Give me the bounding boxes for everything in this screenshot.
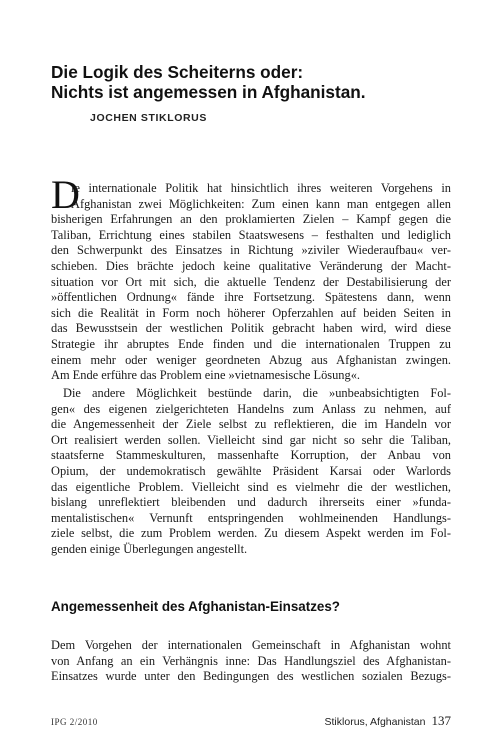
article-title-line-1: Die Logik des Scheiterns oder: — [51, 62, 304, 82]
text-line: von Anfang an ein Verhängnis inne: Das Handlungsziel des Afghanistan- — [51, 653, 451, 668]
text-line: das Bewusstsein der westlichen Politik gebracht haben wird, wird diese — [51, 321, 451, 336]
running-footer — [325, 713, 451, 729]
paragraph-2 — [51, 386, 451, 558]
text-line: staatsferne Stammeskulturen, massenhafte Korruption, der Anbau von — [51, 448, 451, 463]
text-line: ie internationale Politik hat hinsichtlich ihres weiteren Vorgehens in — [71, 181, 451, 195]
text-line: Afghanistan zwei Möglichkeiten: Zum einen kann man entgegen allen — [71, 196, 451, 211]
text-line: bisherigen Erfahrungen an den proklamierten Zielen – Kampf gegen die — [51, 212, 451, 227]
text-line: sich die Realität in Form noch höherer Opferzahlen auf beiden Seiten in — [51, 305, 451, 320]
text-line: bislang unreflektiert bleibenden und dadurch ihrerseits einer »funda- — [51, 495, 451, 510]
article-author: JOCHEN STIKLORUS — [90, 112, 207, 124]
text-line: das eigentliche Problem. Vielleicht sind es vielmehr die der westlichen, — [51, 479, 451, 494]
text-line: Opium, der undemokratisch gewählte Präsident Karsai oder Warlords — [51, 463, 451, 478]
text-line: Am Ende erführe das Problem eine »vietnamesische Lösung«. — [51, 368, 360, 383]
section-heading: Angemessenheit des Afghanistan-Einsatzes? — [51, 599, 340, 614]
text-line: gen« des eigenen zielgerichteten Handelns zum Anlass zu nehmen, auf — [51, 401, 451, 416]
text-line: Strategie ihr abruptes Ende finden und die internationalen Truppen zu — [51, 336, 451, 351]
text-line: schieben. Dies brächte jedoch keine qualitative Veränderung der Macht- — [51, 258, 451, 273]
drop-cap: D — [51, 172, 80, 217]
paragraph-3 — [51, 638, 451, 685]
text-line: Einsatzes wurde unter den Bedingungen des westlichen sozialen Bezugs- — [51, 669, 451, 684]
text-line: mentalistischen« Vernunft entspringenden wohlmeinenden Handlungs- — [51, 510, 451, 525]
text-line: Dem Vorgehen der internationalen Gemeinschaft in Afghanistan wohnt — [51, 638, 451, 652]
text-line: den Schwerpunkt des Einsatzes in Richtung »ziviler Wiederaufbau« ver- — [51, 243, 451, 258]
text-line: Die andere Möglichkeit bestünde darin, die »unbeabsichtigten Fol- — [63, 386, 451, 400]
text-line: einem mehr oder weniger geordneten Abzug aus Afghanistan zwingen. — [51, 352, 451, 367]
text-line: genden einige Überlegungen angestellt. — [51, 541, 248, 556]
running-head: Stiklorus, Afghanistan — [324, 716, 426, 728]
text-line: Ort realisiert werden sollen. Vielleicht sind gar nicht so sehr die Taliban, — [51, 432, 451, 447]
text-line: die Angemessenheit der Ziele selbst zu reflektieren, die im Handeln vor — [51, 417, 451, 432]
text-line: situation vor Ort mit sich, die aktuelle Tendenz der Destabilisierung der — [51, 274, 451, 289]
text-line: Taliban, Errichtung eines stabilen Staatswesens – festhalten und lediglich — [51, 227, 451, 242]
text-line: ziele selbst, die zum Problem werden. Zu diesem Aspekt werden im Fol- — [51, 526, 451, 541]
page-number: 137 — [431, 713, 451, 728]
text-line: »öffentlichen Ordnung« fände ihre Fortsetzung. Spätestens dann, wenn — [51, 290, 451, 305]
journal-issue: IPG 2/2010 — [51, 717, 98, 727]
article-title — [51, 62, 471, 102]
paragraph-1 — [51, 181, 451, 384]
article-title-line-2: Nichts ist angemessen in Afghanistan. — [51, 82, 366, 102]
